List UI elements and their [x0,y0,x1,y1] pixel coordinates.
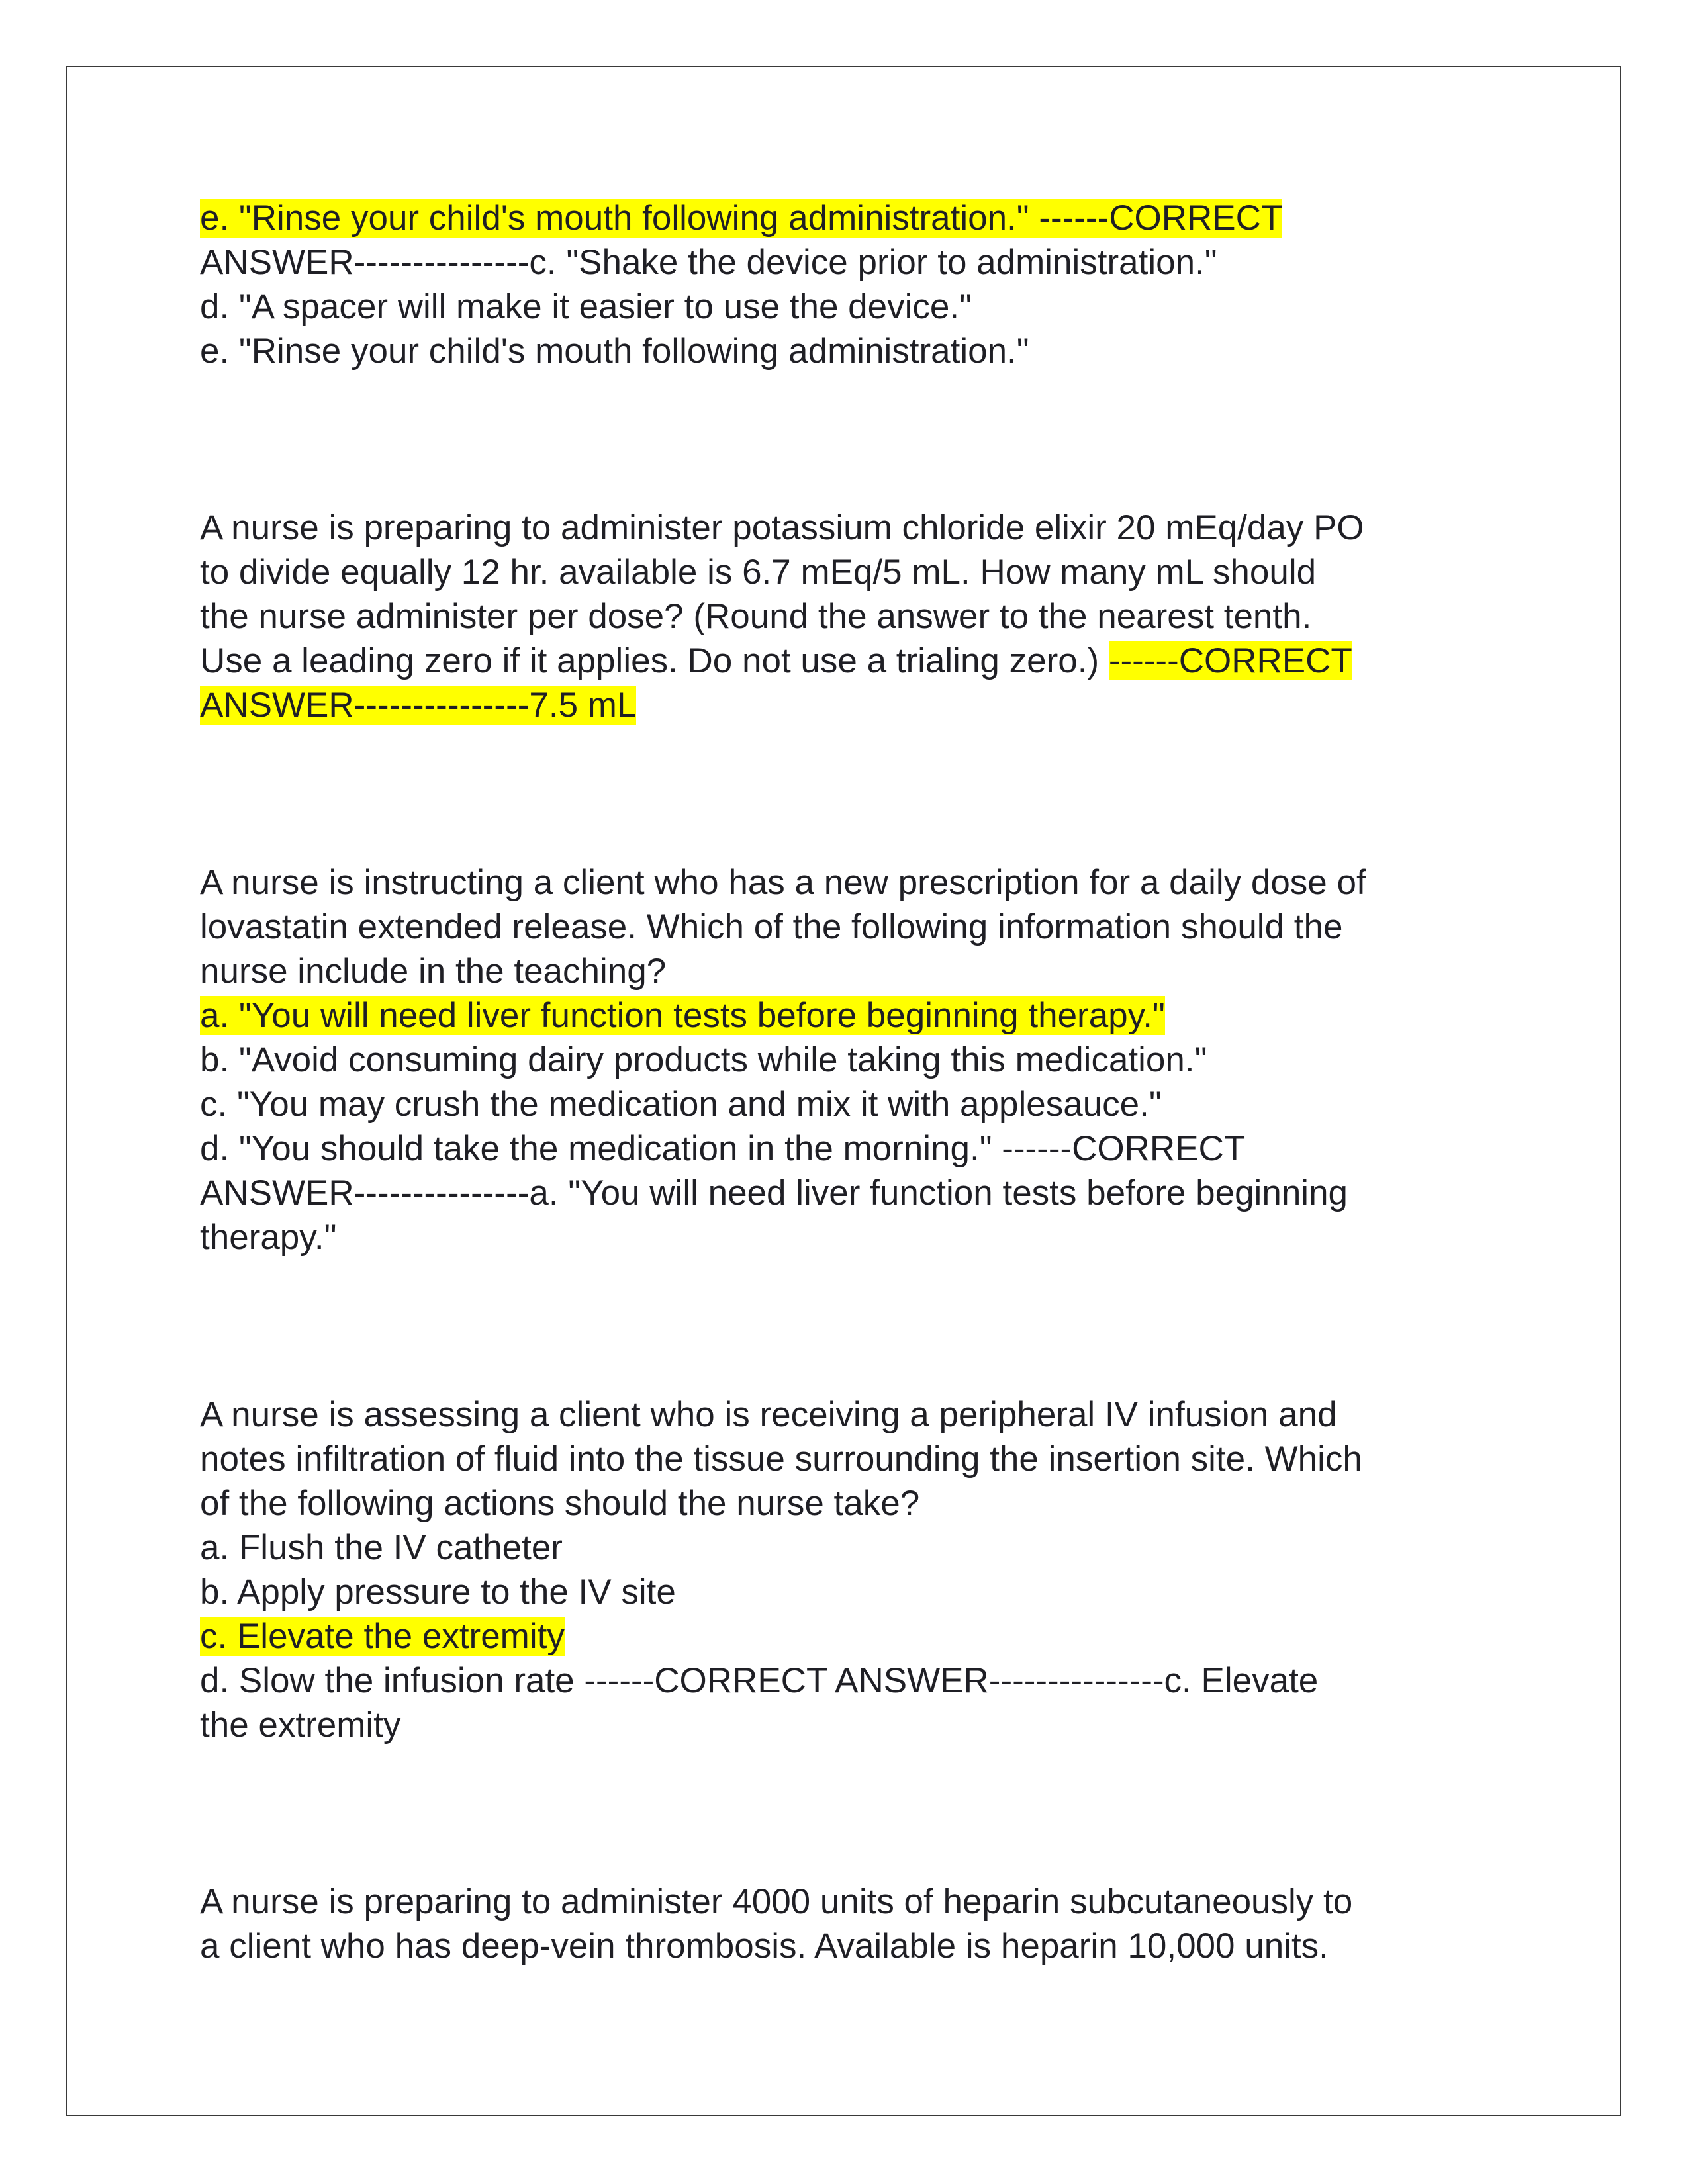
text-line [200,905,1497,949]
highlighted-text: ANSWER---------------7.5 mL [200,686,637,725]
text-line [200,1126,1497,1171]
text-line [200,860,1497,905]
question-block [200,196,1497,373]
text-line [200,1171,1497,1215]
text-line [200,285,1497,329]
text-segment: a client who has deep-vein thrombosis. Available is heparin 10,000 units. [200,1927,1329,1966]
text-segment: notes infiltration of fluid into the tissue surrounding the insertion site. Which [200,1439,1362,1479]
text-line [200,949,1497,993]
text-segment: A nurse is instructing a client who has a new prescription for a daily dose of [200,863,1366,902]
text-segment: d. Slow the infusion rate ------CORRECT ANSWER---------------c. Elevate [200,1661,1319,1700]
text-line [200,1082,1497,1126]
question-block [200,1880,1497,1968]
text-segment: Use a leading zero if it applies. Do not use a trialing zero.) [200,641,1109,680]
text-line [200,506,1497,550]
text-line [200,1614,1497,1659]
text-line [200,240,1497,285]
text-segment: therapy." [200,1218,337,1257]
document-body [200,196,1497,1968]
text-segment: the extremity [200,1706,401,1745]
text-line [200,1659,1497,1703]
text-line [200,1570,1497,1614]
text-line [200,1924,1497,1968]
highlighted-text: c. Elevate the extremity [200,1617,565,1656]
text-line [200,550,1497,594]
text-segment: a. Flush the IV catheter [200,1528,563,1567]
text-line [200,594,1497,639]
text-line [200,1392,1497,1437]
text-line [200,1880,1497,1924]
question-block [200,1392,1497,1747]
text-line [200,1525,1497,1570]
text-line [200,1038,1497,1082]
text-segment: to divide equally 12 hr. available is 6.7 mEq/5 mL. How many mL should [200,553,1317,592]
text-segment: nurse include in the teaching? [200,952,667,991]
text-segment: d. "A spacer will make it easier to use the device." [200,287,972,326]
text-line [200,993,1497,1038]
text-segment: e. "Rinse your child's mouth following administration." [200,332,1029,371]
highlighted-text: e. "Rinse your child's mouth following administration." ------CORRECT [200,199,1283,238]
text-segment: lovastatin extended release. Which of the following information should the [200,907,1343,946]
highlighted-text: a. "You will need liver function tests before beginning therapy." [200,996,1165,1035]
text-segment: b. Apply pressure to the IV site [200,1572,676,1612]
text-line [200,329,1497,373]
text-segment: A nurse is preparing to administer potassium chloride elixir 20 mEq/day PO [200,508,1364,547]
text-segment: A nurse is preparing to administer 4000 units of heparin subcutaneously to [200,1882,1353,1921]
text-line [200,639,1497,683]
text-segment: of the following actions should the nurse take? [200,1484,920,1523]
highlighted-text: ------CORRECT [1108,641,1352,680]
text-line [200,196,1497,240]
text-line [200,1703,1497,1747]
text-segment: ANSWER---------------a. "You will need liver function tests before beginning [200,1173,1348,1212]
question-block [200,506,1497,727]
text-line [200,683,1497,727]
text-segment: b. "Avoid consuming dairy products while taking this medication." [200,1040,1207,1079]
text-line [200,1215,1497,1259]
text-segment: ANSWER---------------c. "Shake the device prior to administration." [200,243,1217,282]
text-segment: the nurse administer per dose? (Round the answer to the nearest tenth. [200,597,1312,636]
text-line [200,1481,1497,1525]
text-segment: d. "You should take the medication in the morning." ------CORRECT [200,1129,1246,1168]
question-block [200,860,1497,1259]
text-line [200,1437,1497,1481]
text-segment: A nurse is assessing a client who is receiving a peripheral IV infusion and [200,1395,1337,1434]
text-segment: c. "You may crush the medication and mix it with applesauce." [200,1085,1162,1124]
